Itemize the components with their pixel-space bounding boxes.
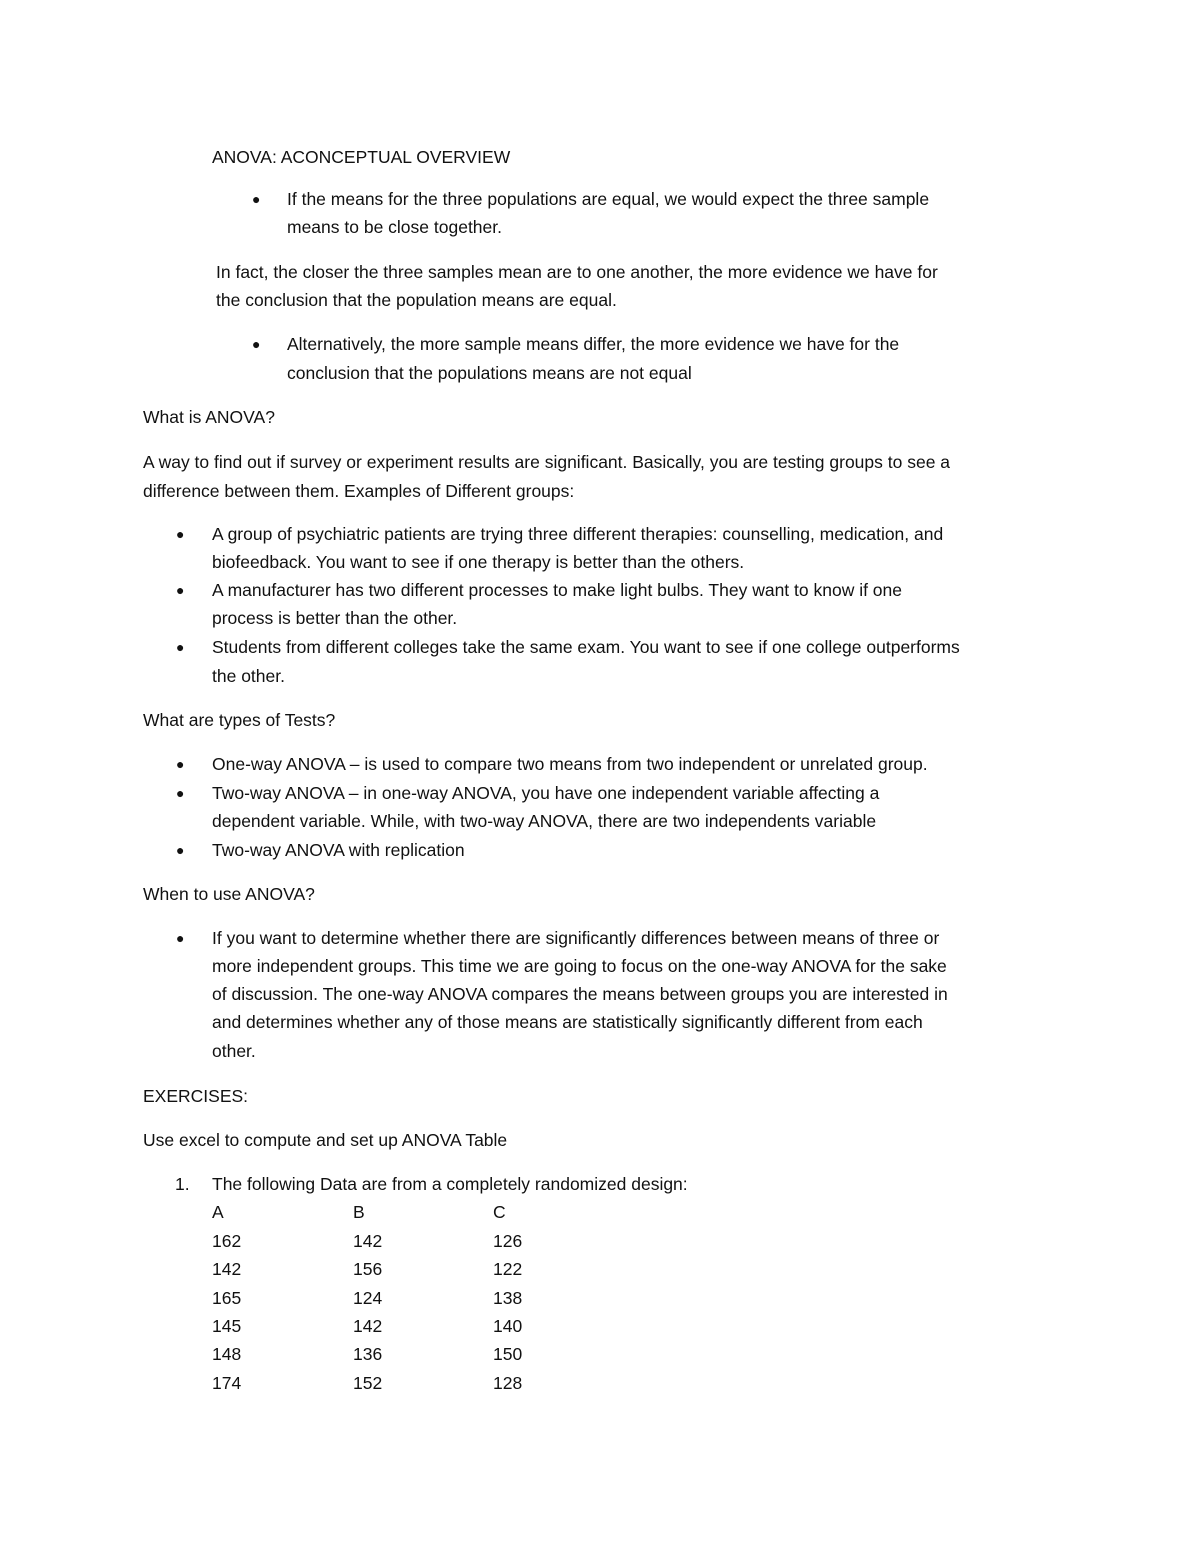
table-cell: 142 bbox=[353, 1231, 383, 1251]
table-cell: 128 bbox=[493, 1373, 523, 1393]
when-line-3: of discussion. The one-way ANOVA compares the means between groups you are interested in bbox=[212, 984, 948, 1004]
exercise-number: 1. bbox=[175, 1174, 190, 1194]
table-cell: 124 bbox=[353, 1288, 383, 1308]
exercises-instruction: Use excel to compute and set up ANOVA Table bbox=[143, 1130, 508, 1150]
table-cell: 156 bbox=[353, 1259, 383, 1279]
table-cell: 152 bbox=[353, 1373, 383, 1393]
types-item-3: Two-way ANOVA with replication bbox=[212, 840, 465, 860]
example-1-line-1: A group of psychiatric patients are trying three different therapies: counselling, medication, and bbox=[212, 524, 944, 544]
when-heading: When to use ANOVA? bbox=[143, 884, 315, 904]
example-1-line-2: biofeedback. You want to see if one therapy is better than the others. bbox=[212, 552, 745, 572]
types-item-1: One-way ANOVA – is used to compare two means from two independent or unrelated group. bbox=[212, 754, 928, 774]
bullet-dot: ● bbox=[252, 191, 261, 207]
bullet-dot: ● bbox=[176, 930, 185, 946]
when-line-1: If you want to determine whether there are significantly differences between means of three or bbox=[212, 928, 940, 948]
overview-paragraph-line-2: the conclusion that the population means are equal. bbox=[216, 290, 617, 310]
when-line-4: and determines whether any of those means are statistically significantly different from each bbox=[212, 1012, 923, 1032]
when-line-5: other. bbox=[212, 1041, 256, 1061]
table-cell: 165 bbox=[212, 1288, 242, 1308]
table-cell: 174 bbox=[212, 1373, 242, 1393]
overview-bullet-1-line-1: If the means for the three populations are equal, we would expect the three sample bbox=[287, 189, 930, 209]
bullet-dot: ● bbox=[176, 756, 185, 772]
table-header-b: B bbox=[353, 1202, 365, 1222]
what-is-paragraph-line-2: difference between them. Examples of Different groups: bbox=[143, 481, 575, 501]
overview-bullet-1-line-2: means to be close together. bbox=[287, 217, 502, 237]
table-cell: 122 bbox=[493, 1259, 523, 1279]
overview-paragraph-line-1: In fact, the closer the three samples mean are to one another, the more evidence we have for bbox=[216, 262, 938, 282]
bullet-dot: ● bbox=[176, 582, 185, 598]
table-header-c: C bbox=[493, 1202, 506, 1222]
example-2-line-1: A manufacturer has two different processes to make light bulbs. They want to know if one bbox=[212, 580, 903, 600]
table-cell: 142 bbox=[212, 1259, 242, 1279]
table-cell: 140 bbox=[493, 1316, 523, 1336]
bullet-dot: ● bbox=[176, 526, 185, 542]
table-cell: 126 bbox=[493, 1231, 523, 1251]
overview-bullet-2-line-1: Alternatively, the more sample means differ, the more evidence we have for the bbox=[287, 334, 900, 354]
bullet-dot: ● bbox=[176, 785, 185, 801]
overview-bullet-2-line-2: conclusion that the populations means are not equal bbox=[287, 363, 692, 383]
what-is-paragraph-line-1: A way to find out if survey or experiment results are significant. Basically, you are testing groups to see a bbox=[143, 452, 951, 472]
bullet-dot: ● bbox=[176, 639, 185, 655]
types-item-2-line-2: dependent variable. While, with two-way ANOVA, there are two independents variable bbox=[212, 811, 877, 831]
bullet-dot: ● bbox=[252, 336, 261, 352]
table-cell: 162 bbox=[212, 1231, 242, 1251]
example-3-line-2: the other. bbox=[212, 666, 285, 686]
table-cell: 145 bbox=[212, 1316, 242, 1336]
when-line-2: more independent groups. This time we are going to focus on the one-way ANOVA for the sake bbox=[212, 956, 947, 976]
exercise-text: The following Data are from a completely randomized design: bbox=[212, 1174, 688, 1194]
table-cell: 136 bbox=[353, 1344, 383, 1364]
types-item-2-line-1: Two-way ANOVA – in one-way ANOVA, you have one independent variable affecting a bbox=[212, 783, 880, 803]
table-cell: 142 bbox=[353, 1316, 383, 1336]
exercises-heading: EXERCISES: bbox=[143, 1086, 249, 1106]
example-2-line-2: process is better than the other. bbox=[212, 608, 458, 628]
example-3-line-1: Students from different colleges take the same exam. You want to see if one college outperforms bbox=[212, 637, 960, 657]
types-heading: What are types of Tests? bbox=[143, 710, 336, 730]
page-title: ANOVA: ACONCEPTUAL OVERVIEW bbox=[212, 147, 511, 167]
what-is-heading: What is ANOVA? bbox=[143, 407, 275, 427]
table-header-a: A bbox=[212, 1202, 224, 1222]
table-cell: 150 bbox=[493, 1344, 523, 1364]
bullet-dot: ● bbox=[176, 842, 185, 858]
table-cell: 138 bbox=[493, 1288, 523, 1308]
table-cell: 148 bbox=[212, 1344, 242, 1364]
